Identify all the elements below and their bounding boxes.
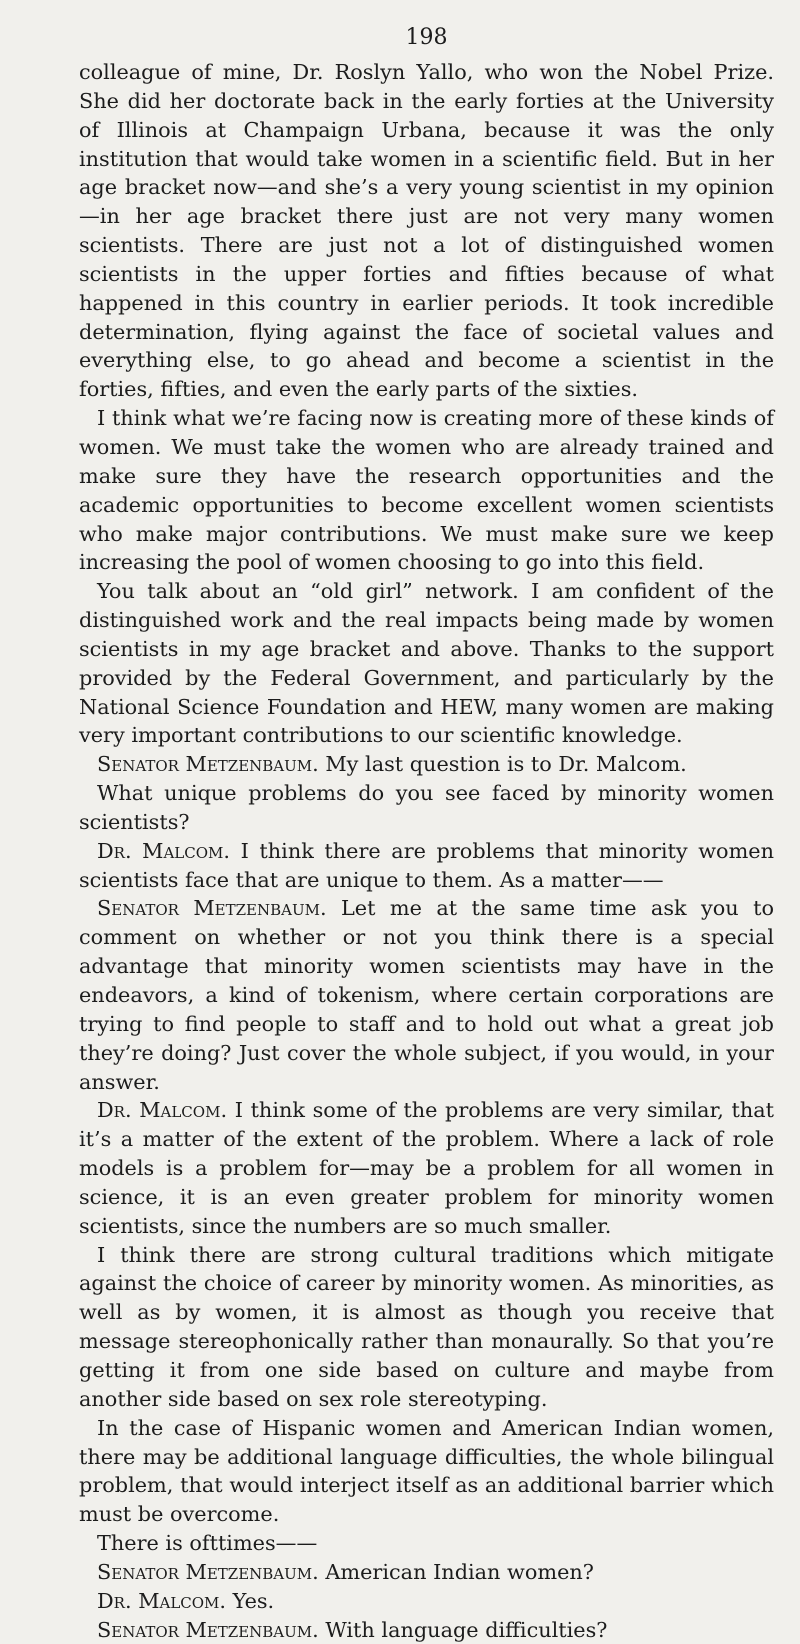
- speaker-name: Dr. Malcom.: [97, 1098, 228, 1123]
- paragraph: What unique problems do you see faced by minority women scientists?: [79, 781, 774, 834]
- paragraph: In the case of Hispanic women and American Indian women, there may be additional language difficulties, the whole bilingual problem, that would interject itself as an additional barrier which must be overcome.: [79, 1415, 774, 1527]
- paragraph: You talk about an “old girl” network. I am confident of the distinguished work and the real impacts being made by women scientists in my age bracket and above. Thanks to the support provided by the Federal Government, and particularly by the National Science Foundation and HEW, many women are making very important contributions to our scientific knowledge.: [79, 579, 774, 748]
- paragraph: I think there are strong cultural traditions which mitigate against the choice of career by minority women. As minorities, as well as by women, it is almost as though you receive that message stereophonically rather than monaurally. So that you’re getting it from one side based on culture and maybe from another side based on sex role stereotyping.: [79, 1242, 774, 1411]
- speaker-name: Senator Metzenbaum.: [97, 1559, 319, 1584]
- paragraph: I think what we’re facing now is creating more of these kinds of women. We must take the women who are already trained and make sure they have the research opportunities and the academic opportunities to become excellent women scientists who make major contributions. We must make sure we keep increasing the pool of women choosing to go into this field.: [79, 406, 774, 575]
- speaker-name: Dr. Malcom.: [97, 838, 231, 863]
- paragraph: Senator Metzenbaum. American Indian women?: [97, 1559, 594, 1584]
- paragraph: Dr. Malcom. Yes.: [97, 1588, 275, 1613]
- paragraph: Dr. Malcom. I think there are problems that minority women scientists face that are unique to them. As a matter——: [79, 838, 774, 892]
- speaker-name: Senator Metzenbaum.: [97, 896, 327, 921]
- paragraph: Senator Metzenbaum. Let me at the same time ask you to comment on whether or not you think there is a special advantage that minority women scientists may have in the endeavors, a kind of tokenism, where certain corporations are trying to find people to staff and to hold out what a great job they’re doing? Just cover the whole subject, if you would, in your answer.: [79, 896, 774, 1094]
- speaker-name: Senator Metzenbaum.: [97, 1617, 319, 1642]
- speaker-name: Dr. Malcom.: [97, 1588, 227, 1613]
- paragraph: colleague of mine, Dr. Roslyn Yallo, who won the Nobel Prize. She did her doctorate back in the early forties at the University of Illinois at Champaign Urbana, because it was the only institution that would take women in a scientific field. But in her age bracket now—and she’s a very young scientist in my opinion—in her age bracket there just are not very many women scientists. There are just not a lot of distinguished women scientists in the upper forties and fifties because of what happened in this country in earlier periods. It took incredible determination, flying against the face of societal values and everything else, to go ahead and become a scientist in the forties, fifties, and even the early parts of the sixties.: [79, 60, 774, 402]
- page-number: 198: [405, 25, 448, 50]
- transcript-body: [79, 58, 774, 1644]
- speaker-name: Senator Metzenbaum.: [97, 752, 319, 777]
- paragraph: Senator Metzenbaum. With language difficulties?: [97, 1617, 608, 1642]
- paragraph: Dr. Malcom. I think some of the problems are very similar, that it’s a matter of the extent of the problem. Where a lack of role models is a problem for—may be a problem for all women in science, it is an even greater problem for minority women scientists, since the numbers are so much smaller.: [79, 1098, 774, 1238]
- paragraph: Senator Metzenbaum. My last question is to Dr. Malcom.: [97, 752, 687, 777]
- paragraph: There is ofttimes——: [97, 1531, 318, 1556]
